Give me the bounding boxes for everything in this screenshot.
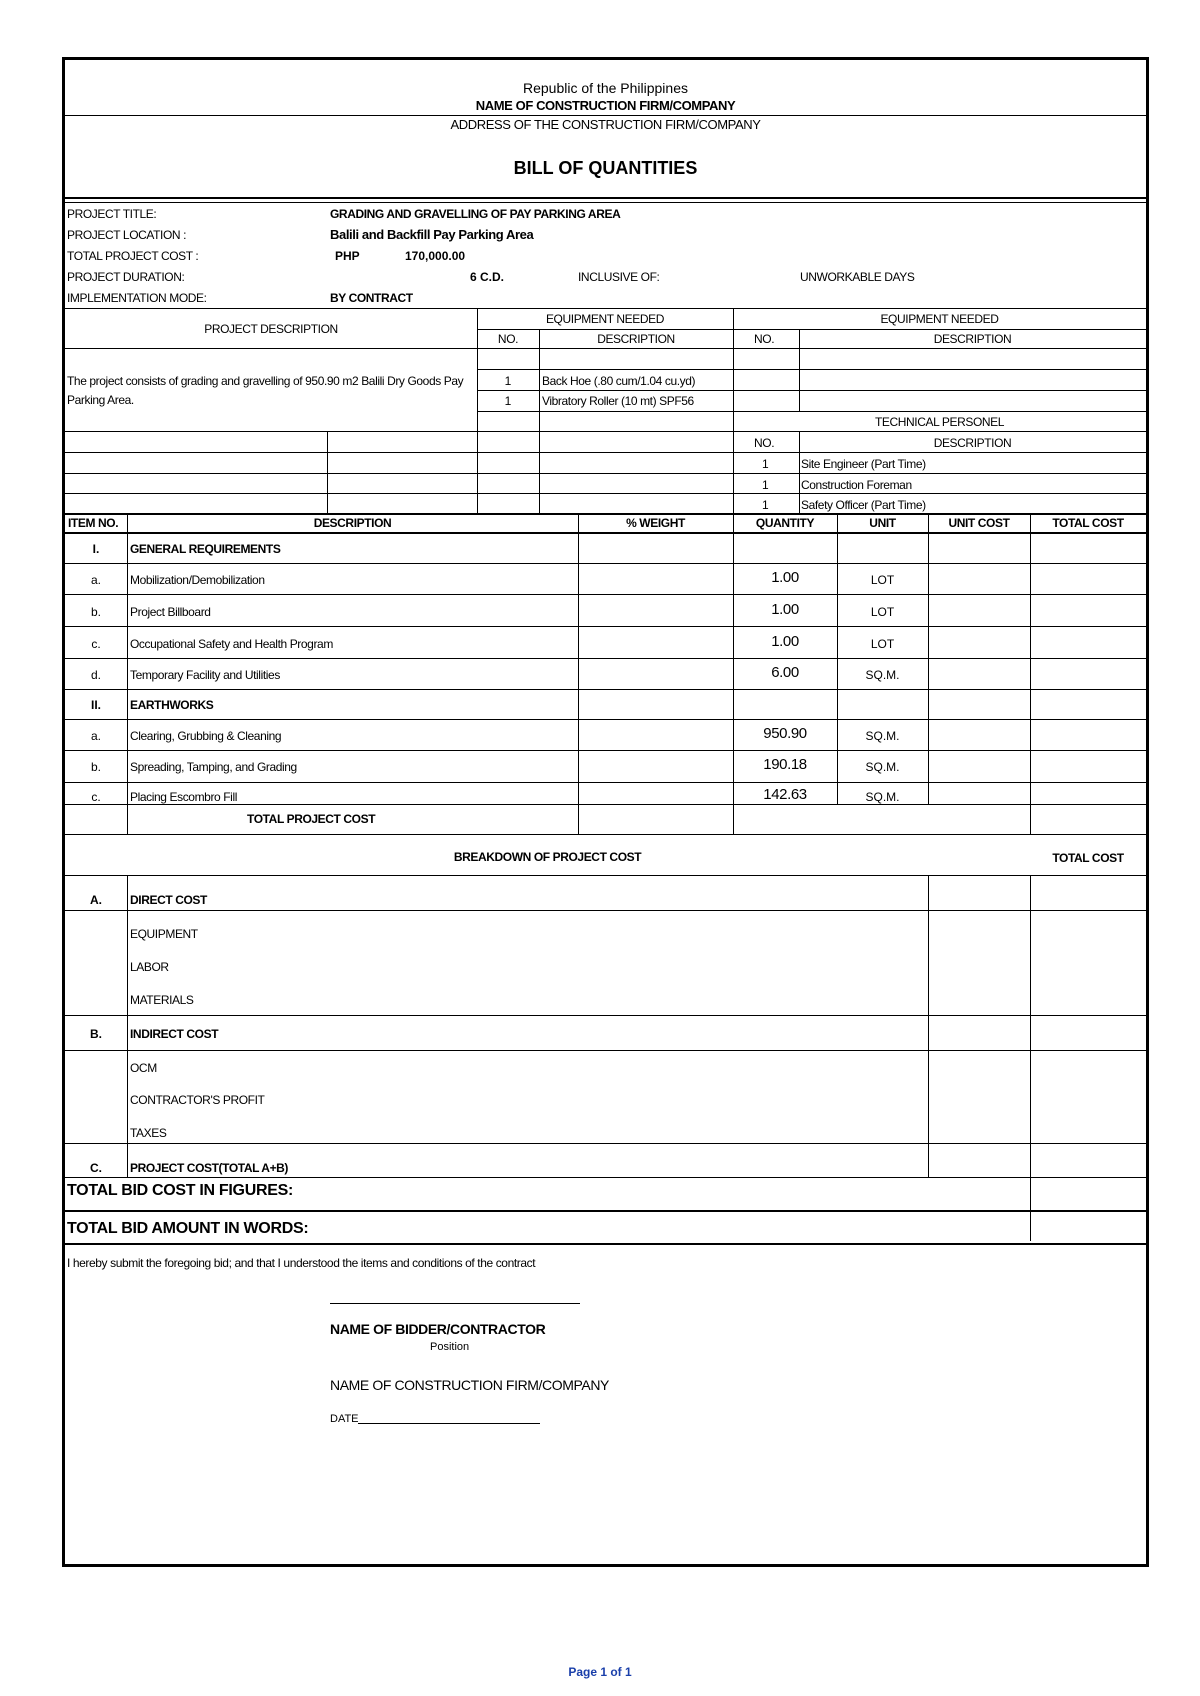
row-quantity: 950.90	[763, 725, 807, 742]
indirect-cost-line: CONTRACTOR'S PROFIT	[130, 1093, 265, 1107]
breakdown-item: B.	[90, 1027, 102, 1041]
grid-line	[928, 514, 929, 804]
grid-line	[65, 1210, 1146, 1212]
row-item-no: I.	[92, 542, 100, 556]
project-description-text: The project consists of grading and gravelling of 950.90 m2 Balili Dry Goods Pay Parking Area.	[67, 374, 464, 407]
grid-line	[477, 329, 1146, 330]
col-unit: UNIT	[869, 516, 896, 530]
grid-line	[65, 1050, 1146, 1051]
grid-line	[65, 452, 1146, 453]
grid-line	[477, 390, 1146, 391]
row-description: GENERAL REQUIREMENTS	[130, 542, 281, 556]
row-unit: LOT	[870, 637, 895, 651]
row-unit: LOT	[870, 605, 895, 619]
grid-line	[65, 348, 1146, 349]
row-item-no: c.	[91, 790, 101, 804]
equipment-no: 1	[504, 394, 512, 408]
indirect-cost-line: OCM	[130, 1061, 157, 1075]
row-unit: SQ.M.	[865, 729, 900, 743]
col-quantity: QUANTITY	[755, 516, 815, 530]
grid-line	[65, 750, 1146, 751]
grid-line	[65, 1015, 1146, 1016]
project-location-label: PROJECT LOCATION :	[67, 228, 187, 242]
project-cost-total-label: PROJECT COST(TOTAL A+B)	[130, 1161, 289, 1175]
grid-line	[65, 473, 1146, 474]
row-unit: SQ.M.	[865, 760, 900, 774]
project-duration-value: 6 C.D.	[470, 270, 505, 284]
row-item-no: a.	[90, 729, 101, 743]
date-label: DATE	[330, 1413, 359, 1425]
breakdown-header: BREAKDOWN OF PROJECT COST	[453, 850, 642, 864]
direct-cost-line: MATERIALS	[130, 993, 194, 1007]
personnel-no: 1	[762, 478, 769, 492]
row-item-no: a.	[90, 573, 101, 587]
page-number: Page 1 of 1	[568, 1665, 632, 1679]
row-quantity: 6.00	[771, 664, 799, 681]
bidder-name-label: NAME OF BIDDER/CONTRACTOR	[330, 1321, 546, 1337]
row-description: Project Billboard	[130, 605, 211, 619]
grid-line	[539, 329, 540, 514]
row-quantity: 1.00	[771, 601, 799, 618]
grid-line	[65, 431, 1146, 432]
col-total-cost: TOTAL COST	[1052, 516, 1124, 530]
grid-line	[65, 1143, 1146, 1144]
total-project-cost-label: TOTAL PROJECT COST :	[67, 249, 199, 263]
grid-line	[65, 834, 1146, 835]
page-title: BILL OF QUANTITIES	[513, 158, 698, 178]
total-bid-words-label: TOTAL BID AMOUNT IN WORDS:	[67, 1220, 309, 1237]
total-project-cost-row: TOTAL PROJECT COST	[247, 812, 376, 826]
republic-line: Republic of the Philippines	[523, 80, 688, 96]
signature-line	[330, 1303, 580, 1304]
cost-currency: PHP	[335, 249, 360, 263]
row-description: EARTHWORKS	[130, 698, 214, 712]
row-item-no: II.	[90, 698, 101, 712]
personnel-no: 1	[762, 457, 769, 471]
row-item-no: b.	[90, 760, 101, 774]
row-item-no: c.	[91, 637, 101, 651]
personnel-no: 1	[762, 498, 769, 512]
divider	[65, 115, 1146, 116]
grid-line	[65, 594, 1146, 595]
grid-line	[1030, 875, 1031, 1241]
col-item-no: ITEM NO.	[68, 516, 119, 530]
row-quantity: 1.00	[771, 633, 799, 650]
direct-cost-line: EQUIPMENT	[130, 927, 198, 941]
row-item-no: d.	[90, 668, 101, 682]
date-line	[358, 1423, 540, 1424]
project-title-label: PROJECT TITLE:	[67, 207, 157, 221]
equipment-no: 1	[504, 374, 512, 388]
project-location-value: Balili and Backfill Pay Parking Area	[330, 227, 534, 242]
grid-line	[578, 514, 579, 834]
direct-cost-label: DIRECT COST	[130, 893, 207, 907]
inclusive-of-label: INCLUSIVE OF:	[578, 270, 660, 284]
row-description: Placing Escombro Fill	[130, 790, 237, 804]
unworkable-days-label: UNWORKABLE DAYS	[800, 270, 915, 284]
indirect-cost-label: INDIRECT COST	[130, 1027, 219, 1041]
equipment-no-header: NO.	[497, 332, 519, 346]
equipment-description-header: DESCRIPTION	[597, 332, 675, 346]
firm-name: NAME OF CONSTRUCTION FIRM/COMPANY	[475, 98, 736, 113]
breakdown-total-cost-header: TOTAL COST	[1052, 851, 1124, 865]
equipment-needed-header: EQUIPMENT NEEDED	[545, 312, 665, 326]
project-duration-label: PROJECT DURATION:	[67, 270, 185, 284]
col-unit-cost: UNIT COST	[948, 516, 1010, 530]
personnel-description: Construction Foreman	[801, 478, 912, 492]
divider	[65, 308, 1146, 309]
bidder-firm-label: NAME OF CONSTRUCTION FIRM/COMPANY	[330, 1377, 609, 1393]
grid-line	[65, 782, 1146, 783]
grid-line	[65, 563, 1146, 564]
position-label: Position	[430, 1341, 470, 1353]
grid-line	[65, 658, 1146, 659]
equipment-description: Vibratory Roller (10 mt) SPF56	[542, 394, 694, 408]
equipment-description: Back Hoe (.80 cum/1.04 cu.yd)	[542, 374, 696, 388]
grid-line	[65, 532, 1146, 534]
row-quantity: 190.18	[763, 756, 807, 773]
personnel-no-header: NO.	[754, 436, 775, 450]
grid-line	[1030, 514, 1031, 834]
grid-line	[65, 689, 1146, 690]
row-description: Mobilization/Demobilization	[130, 573, 265, 587]
equipment-description-header-right: DESCRIPTION	[933, 332, 1012, 346]
row-description: Temporary Facility and Utilities	[130, 668, 280, 682]
grid-line	[65, 1243, 1146, 1245]
project-description-header: PROJECT DESCRIPTION	[204, 322, 338, 336]
row-unit: SQ.M.	[865, 790, 900, 804]
row-quantity: 1.00	[771, 569, 799, 586]
divider	[65, 202, 1146, 203]
direct-cost-line: LABOR	[130, 960, 169, 974]
personnel-description: Safety Officer (Part Time)	[801, 498, 926, 512]
row-description: Occupational Safety and Health Program	[130, 637, 333, 651]
grid-line	[65, 626, 1146, 627]
col-weight: % WEIGHT	[626, 516, 685, 530]
grid-line	[65, 1177, 1146, 1178]
indirect-cost-line: TAXES	[130, 1126, 167, 1140]
row-item-no: b.	[90, 605, 101, 619]
row-quantity: 142.63	[763, 786, 807, 803]
total-project-cost-value: 170,000.00	[405, 249, 466, 263]
grid-line	[65, 875, 1146, 876]
grid-line	[65, 719, 1146, 720]
grid-line	[65, 910, 1146, 911]
breakdown-item: A.	[90, 893, 102, 907]
implementation-mode-label: IMPLEMENTATION MODE:	[67, 291, 207, 305]
personnel-description-header: DESCRIPTION	[933, 436, 1012, 450]
grid-line	[477, 369, 1146, 370]
personnel-description: Site Engineer (Part Time)	[801, 457, 926, 471]
row-unit: SQ.M.	[865, 668, 900, 682]
grid-line	[477, 411, 1146, 412]
row-description: Clearing, Grubbing & Cleaning	[130, 729, 282, 743]
bill-of-quantities-sheet	[62, 57, 1149, 1567]
project-title-value: GRADING AND GRAVELLING OF PAY PARKING AREA	[330, 207, 621, 221]
implementation-mode-value: BY CONTRACT	[330, 291, 413, 305]
technical-personel-header: TECHNICAL PERSONEL	[874, 415, 1005, 429]
row-unit: LOT	[870, 573, 895, 587]
row-description: Spreading, Tamping, and Grading	[130, 760, 297, 774]
divider	[65, 197, 1146, 199]
breakdown-item: C.	[90, 1161, 102, 1175]
grid-line	[127, 875, 128, 1177]
bid-statement: I hereby submit the foregoing bid; and that I understood the items and conditions of the contract	[67, 1256, 536, 1270]
equipment-no-header-right: NO.	[754, 332, 775, 346]
total-bid-figures-label: TOTAL BID COST IN FIGURES:	[67, 1182, 293, 1199]
grid-line	[65, 493, 1146, 494]
grid-line	[928, 875, 929, 1177]
equipment-needed-header-right: EQUIPMENT NEEDED	[880, 312, 999, 326]
col-description: DESCRIPTION	[313, 516, 392, 530]
grid-line	[127, 514, 128, 834]
firm-address: ADDRESS OF THE CONSTRUCTION FIRM/COMPANY	[450, 117, 761, 132]
